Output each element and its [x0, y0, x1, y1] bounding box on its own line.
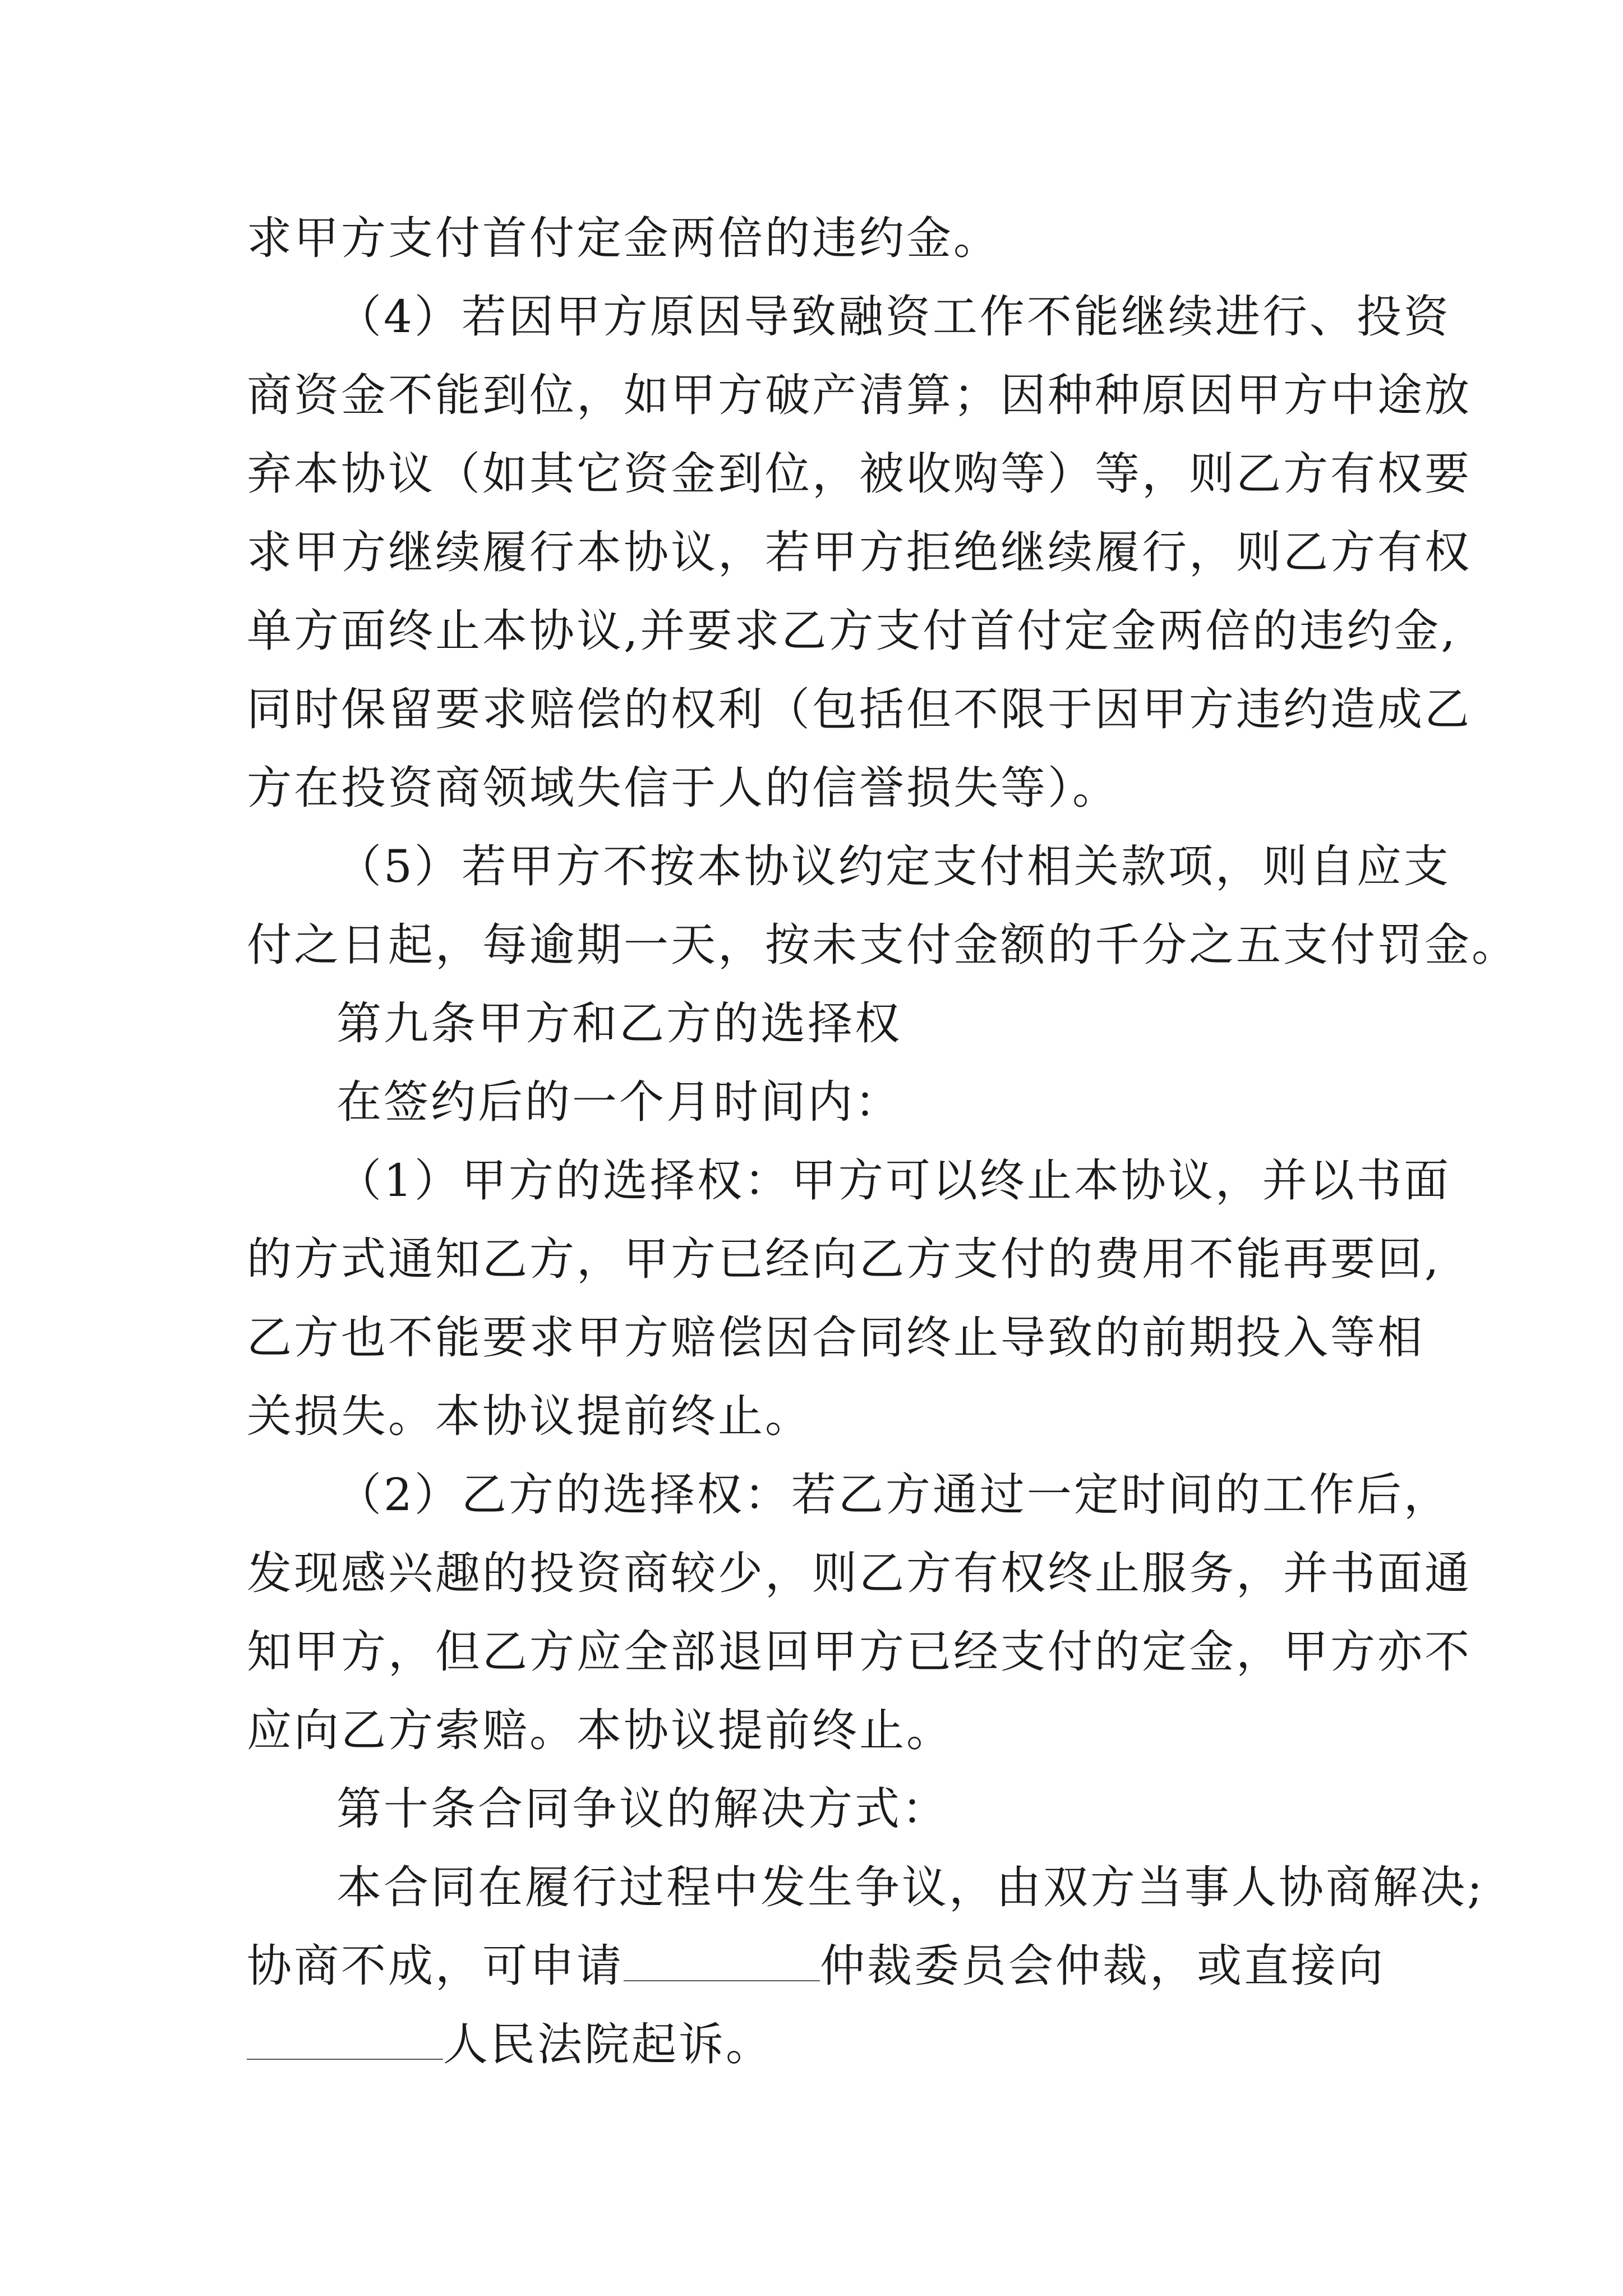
text-line-19: 知甲方，但乙方应全部退回甲方已经支付的定金，甲方亦不	[247, 1626, 1472, 1678]
arbitration-commission-blank	[624, 1941, 820, 1981]
text-line-9: （5）若甲方不按本协议约定支付相关款项，则自应支	[336, 840, 1451, 892]
text-line-8: 方在投资商领域失信于人的信誉损失等）。	[247, 762, 1119, 814]
text-line-2: （4）若因甲方原因导致融资工作不能继续进行、投资	[336, 291, 1451, 343]
text-line-12: 在签约后的一个月时间内：	[336, 1076, 902, 1128]
text-line-1: 求甲方支付首付定金两倍的违约金。	[247, 212, 1000, 264]
text-line-15: 乙方也不能要求甲方赔偿因合同终止导致的前期投入等相	[247, 1312, 1424, 1364]
text-line-17: （2）乙方的选择权：若乙方通过一定时间的工作后，	[336, 1469, 1451, 1521]
arbitration-text-before: 协商不成，可申请	[247, 1940, 624, 1992]
text-line-16: 关损失。本协议提前终止。	[247, 1390, 812, 1442]
court-line	[247, 2014, 1623, 2076]
text-line-7: 同时保留要求赔偿的权利（包括但不限于因甲方违约造成乙	[247, 683, 1472, 735]
text-line-3: 商资金不能到位，如甲方破产清算；因种种原因甲方中途放	[247, 369, 1472, 421]
text-line-20: 应向乙方索赔。本协议提前终止。	[247, 1704, 953, 1756]
arbitration-line	[247, 1935, 1623, 1997]
text-line-18: 发现感兴趣的投资商较少，则乙方有权终止服务，并书面通	[247, 1547, 1472, 1599]
arbitration-text-after: 仲裁委员会仲裁，或直接向	[820, 1940, 1385, 1992]
text-line-14: 的方式通知乙方，甲方已经向乙方支付的费用不能再要回,	[247, 1233, 1441, 1285]
text-line-4: 弃本协议（如其它资金到位，被收购等）等，则乙方有权要	[247, 448, 1472, 500]
section-heading-10: 第十条合同争议的解决方式：	[336, 1783, 949, 1835]
text-line-5: 求甲方继续履行本协议，若甲方拒绝继续履行，则乙方有权	[247, 526, 1472, 578]
text-line-13: （1）甲方的选择权：甲方可以终止本协议，并以书面	[336, 1154, 1451, 1207]
section-heading-9: 第九条甲方和乙方的选择权	[336, 997, 902, 1050]
text-line-22: 本合同在履行过程中发生争议，由双方当事人协商解决;	[336, 1861, 1484, 1913]
court-text-after: 人民法院起诉。	[443, 2018, 773, 2070]
court-name-blank	[247, 2019, 443, 2060]
text-line-6: 单方面终止本协议,并要求乙方支付首付定金两倍的违约金,	[247, 605, 1458, 657]
text-line-10: 付之日起，每逾期一天，按未支付金额的千分之五支付罚金。	[247, 919, 1519, 971]
